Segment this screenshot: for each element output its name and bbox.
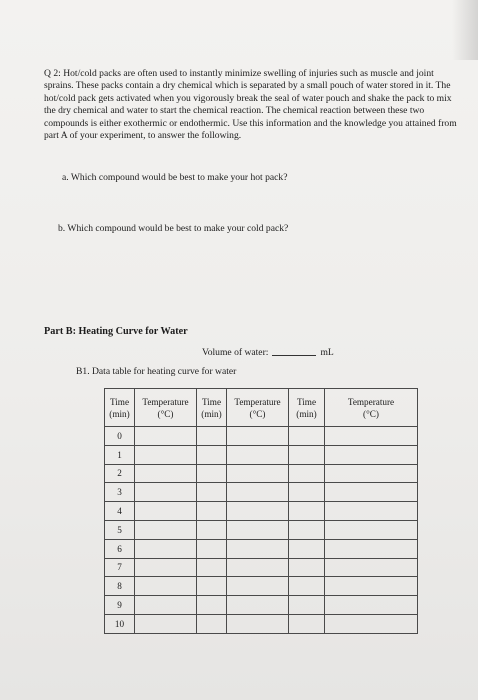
table-cell — [325, 464, 418, 483]
table-cell — [197, 558, 227, 577]
table-cell — [227, 445, 289, 464]
table-cell — [325, 445, 418, 464]
table-row — [105, 558, 418, 577]
table-cell — [289, 502, 325, 521]
time-cell: 7 — [105, 558, 135, 577]
table-cell — [325, 539, 418, 558]
table-cell — [227, 614, 289, 633]
table-cell — [135, 464, 197, 483]
table-cell — [197, 427, 227, 446]
table-cell — [135, 502, 197, 521]
time-cell: 1 — [105, 445, 135, 464]
volume-unit: mL — [320, 347, 334, 358]
table-cell — [325, 558, 418, 577]
heating-curve-data-table — [104, 388, 418, 634]
table-cell — [325, 502, 418, 521]
volume-of-water-line — [202, 347, 334, 358]
table-cell — [289, 539, 325, 558]
table-row — [105, 614, 418, 633]
table-cell — [197, 502, 227, 521]
table-cell — [227, 502, 289, 521]
table-cell — [325, 427, 418, 446]
table-cell — [289, 483, 325, 502]
table-cell — [135, 520, 197, 539]
column-header: Time (min) — [105, 389, 135, 427]
table-cell — [227, 464, 289, 483]
time-cell: 8 — [105, 577, 135, 596]
column-header: Time (min) — [197, 389, 227, 427]
table-row — [105, 596, 418, 615]
question-2b: b. Which compound would be best to make your cold pack? — [58, 223, 289, 234]
table-cell — [227, 539, 289, 558]
time-cell: 0 — [105, 427, 135, 446]
time-cell: 2 — [105, 464, 135, 483]
time-cell: 9 — [105, 596, 135, 615]
time-cell: 10 — [105, 614, 135, 633]
table-cell — [289, 520, 325, 539]
table-cell — [325, 483, 418, 502]
column-header: Temperature (°C) — [227, 389, 289, 427]
table-cell — [325, 596, 418, 615]
time-cell: 4 — [105, 502, 135, 521]
table-cell — [197, 539, 227, 558]
table-cell — [325, 614, 418, 633]
table-cell — [289, 427, 325, 446]
table-cell — [227, 520, 289, 539]
volume-label: Volume of water: — [202, 347, 269, 358]
table-header-row — [105, 389, 418, 427]
table-cell — [289, 596, 325, 615]
table-cell — [325, 577, 418, 596]
table-row — [105, 502, 418, 521]
table-row — [105, 520, 418, 539]
table-cell — [227, 596, 289, 615]
table-cell — [227, 427, 289, 446]
page-shadow — [452, 0, 478, 60]
table-caption: B1. Data table for heating curve for water — [76, 366, 237, 377]
table-cell — [135, 596, 197, 615]
table-cell — [289, 577, 325, 596]
table-cell — [227, 558, 289, 577]
table-cell — [135, 539, 197, 558]
table-cell — [197, 614, 227, 633]
part-b-title: Part B: Heating Curve for Water — [44, 326, 188, 337]
table-cell — [135, 577, 197, 596]
table-cell — [289, 445, 325, 464]
table-row — [105, 427, 418, 446]
volume-blank — [272, 355, 316, 356]
table-cell — [197, 483, 227, 502]
column-header: Temperature (°C) — [325, 389, 418, 427]
time-cell: 6 — [105, 539, 135, 558]
table-cell — [135, 427, 197, 446]
table-cell — [325, 520, 418, 539]
table-cell — [289, 464, 325, 483]
table-cell — [197, 520, 227, 539]
table-row — [105, 483, 418, 502]
table-cell — [135, 445, 197, 464]
table-row — [105, 445, 418, 464]
table-cell — [197, 464, 227, 483]
time-cell: 3 — [105, 483, 135, 502]
column-header: Time (min) — [289, 389, 325, 427]
table-row — [105, 464, 418, 483]
table-cell — [135, 483, 197, 502]
table-row — [105, 577, 418, 596]
table-cell — [197, 596, 227, 615]
table-cell — [197, 445, 227, 464]
time-cell: 5 — [105, 520, 135, 539]
question-2-text: Q 2: Hot/cold packs are often used to instantly minimize swelling of injuries such as muscle and joint sprains. These packs contain a dry chemical which is separated by a small pouch of water stored in it. The hot/cold pack gets activated when you vigorously break the seal of water pouch and shake the pack to mix the dry chemical and water to start the chemical reaction. The chemical reaction between these two compounds is either exothermic or endothermic. Use this information and the knowledge you attained from part A of your experiment, to answer the following. — [44, 68, 457, 142]
table-row — [105, 539, 418, 558]
table-cell — [289, 558, 325, 577]
table-cell — [227, 577, 289, 596]
question-2a: a. Which compound would be best to make your hot pack? — [62, 172, 288, 183]
table-body — [105, 427, 418, 634]
table-cell — [135, 558, 197, 577]
column-header: Temperature (°C) — [135, 389, 197, 427]
table-cell — [227, 483, 289, 502]
table-cell — [197, 577, 227, 596]
table-cell — [289, 614, 325, 633]
table-cell — [135, 614, 197, 633]
